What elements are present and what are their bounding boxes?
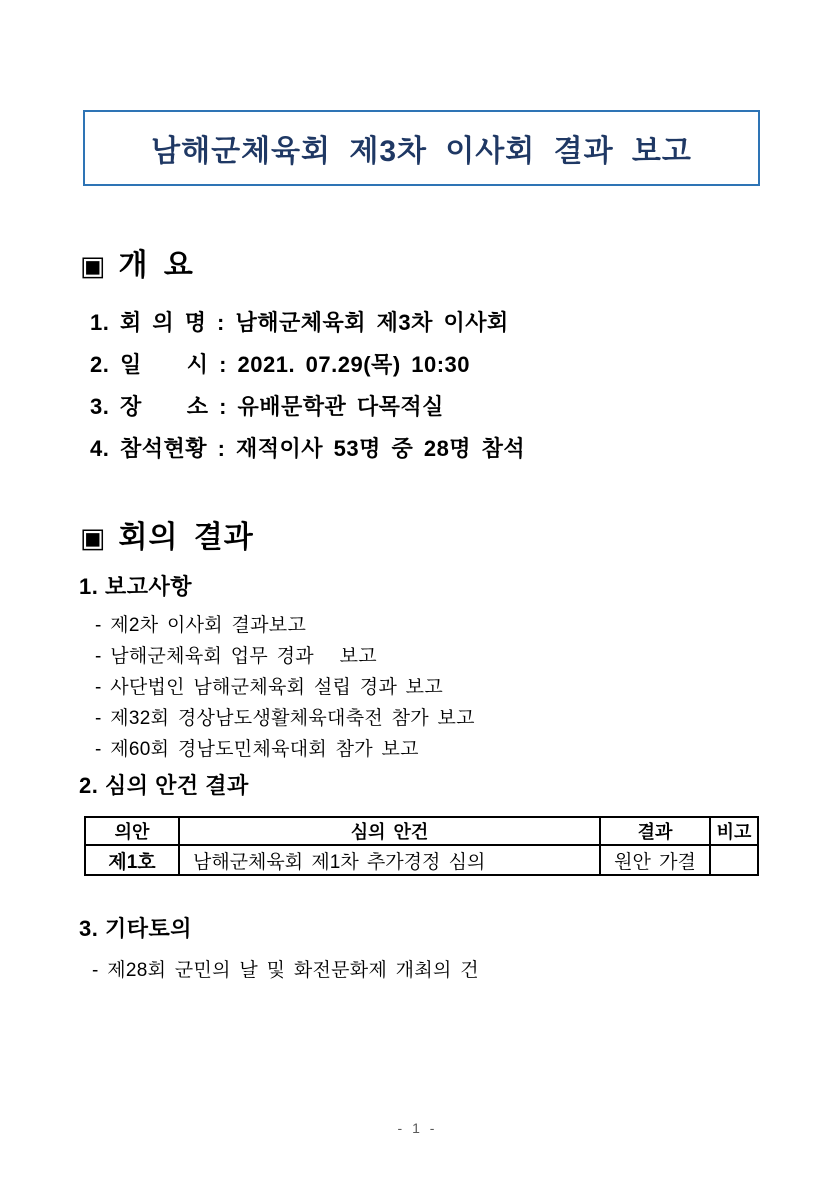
report-bullet: - 제32회 경상남도생활체육대축전 참가 보고: [95, 708, 475, 729]
report-section-title: 1. 보고사항: [79, 574, 192, 599]
agenda-cell-note: [710, 845, 758, 875]
square-marker-icon: ▣: [80, 523, 106, 553]
report-bullet: - 제2차 이사회 결과보고: [95, 615, 307, 636]
overview-item-location: 3. 장 소 : 유배문학관 다목적실: [90, 394, 444, 419]
agenda-cell-no: 제1호: [85, 845, 179, 875]
overview-list: [90, 302, 835, 470]
report-bullet: - 사단법인 남해군체육회 설립 경과 보고: [95, 677, 443, 698]
overview-heading-text: 개 요: [118, 249, 194, 282]
agenda-cell-result: 원안 가결: [600, 845, 710, 875]
document-title-box: [83, 110, 760, 186]
report-bullet: - 남해군체육회 업무 경과 보고: [95, 646, 377, 667]
agenda-table-header-row: [85, 817, 758, 845]
overview-heading: [80, 248, 835, 284]
review-section-title: 2. 심의 안건 결과: [79, 773, 249, 798]
other-section-title: 3. 기타토의: [79, 916, 192, 941]
overview-item-datetime: 2. 일 시 : 2021. 07.29(목) 10:30: [90, 352, 471, 377]
agenda-header-note: 비고: [710, 817, 758, 845]
other-bullet: - 제28회 군민의 날 및 화전문화제 개최의 건: [92, 960, 479, 981]
square-marker-icon: ▣: [80, 251, 106, 281]
agenda-header-result: 결과: [600, 817, 710, 845]
agenda-cell-agenda: 남해군체육회 제1차 추가경정 심의: [179, 845, 600, 875]
results-heading: [80, 520, 835, 556]
overview-item-attendance: 4. 참석현황 : 재적이사 53명 중 28명 참석: [90, 436, 526, 461]
agenda-table: [84, 816, 759, 876]
agenda-header-no: 의안: [85, 817, 179, 845]
document-title: 남해군체육회 제3차 이사회 결과 보고: [151, 135, 692, 168]
agenda-table-row: [85, 845, 758, 875]
agenda-header-agenda: 심의 안건: [179, 817, 600, 845]
page-number: - 1 -: [397, 1120, 438, 1136]
results-heading-text: 회의 결과: [118, 521, 254, 554]
other-bullet-list: [92, 955, 835, 986]
overview-item-meeting-name: 1. 회 의 명 : 남해군체육회 제3차 이사회: [90, 310, 509, 335]
report-bullet: - 제60회 경남도민체육대회 참가 보고: [95, 739, 419, 760]
report-bullet-list: [95, 610, 835, 765]
